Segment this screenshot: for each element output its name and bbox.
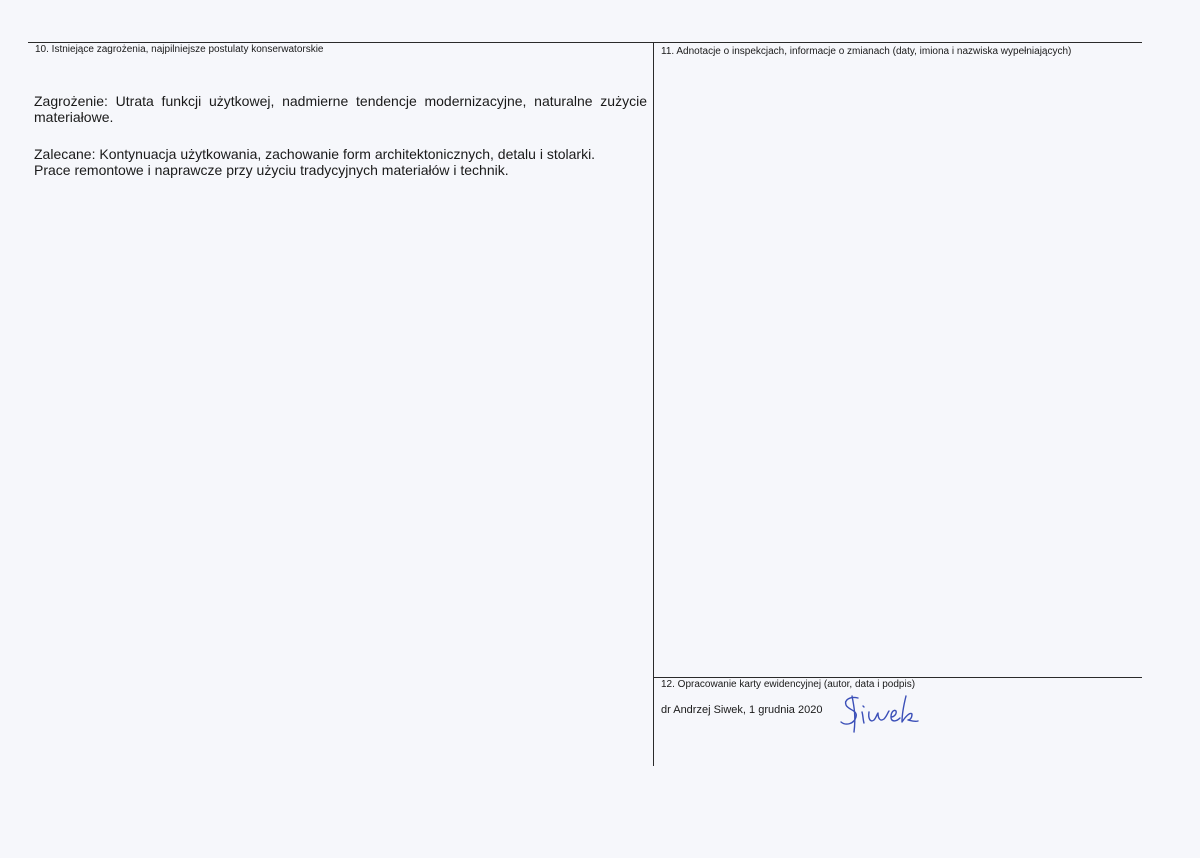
author-date-line: dr Andrzej Siwek, 1 grudnia 2020 <box>661 704 823 716</box>
recommendation-line-2: Prace remontowe i naprawcze przy użyciu tradycyjnych materiałów i technik. <box>34 162 509 178</box>
section-12-rule <box>653 677 1142 678</box>
section-11-title: 11. Adnotacje o inspekcjach, informacje o zmianach (daty, imiona i nazwiska wypełniających) <box>661 46 1072 57</box>
top-rule <box>28 42 1142 43</box>
recommendation-line-1: Zalecane: Kontynuacja użytkowania, zachowanie form architektonicznych, detalu i stolarki. <box>34 146 596 162</box>
threat-paragraph: Zagrożenie: Utrata funkcji użytkowej, nadmierne tendencje modernizacyjne, naturalne zużycie materiałowe. <box>34 93 647 125</box>
recommendation-paragraph <box>34 146 647 178</box>
handwritten-signature <box>836 690 936 736</box>
column-divider <box>653 42 654 766</box>
section-12-title: 12. Opracowanie karty ewidencyjnej (autor, data i podpis) <box>661 679 916 690</box>
section-10-title: 10. Istniejące zagrożenia, najpilniejsze postulaty konserwatorskie <box>35 44 324 55</box>
